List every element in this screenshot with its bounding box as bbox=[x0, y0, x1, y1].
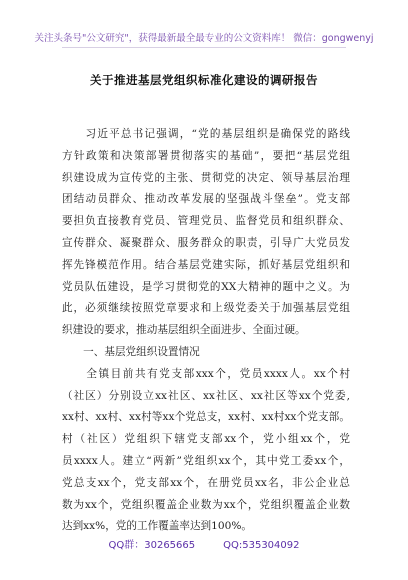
document-body bbox=[62, 124, 350, 538]
header-banner: 关注头条号"公文研究"，获得最新最全最专业的公文资料库！ 微信：gongwenyj bbox=[34, 33, 374, 44]
paragraph-line: （社区）分别设立xx社区、xx社区、xx社区等xx个党委, bbox=[62, 389, 350, 402]
paragraph-line: 达到xx%，党的工作覆盖率达到100%。 bbox=[62, 520, 253, 533]
paragraph-line: 村（社区）党组织下辖党支部xx个，党小组xx个，党 bbox=[62, 433, 350, 446]
header-divider bbox=[62, 47, 346, 48]
paragraph-line: 一、基层党组织设置情况 bbox=[62, 345, 200, 358]
paragraph-line: 习近平总书记强调，“党的基层组织是确保党的路线 bbox=[62, 128, 350, 140]
footer-contact bbox=[0, 536, 408, 551]
paragraph-line: 党员队伍建设，是学习贯彻党的XX大精神的题中之义。为 bbox=[62, 280, 350, 293]
paragraph-line: 宣传群众、凝聚群众、服务群众的职责，引导广大党员发 bbox=[62, 236, 350, 249]
document-title: 关于推进基层党组织标准化建设的调研报告 bbox=[90, 73, 318, 87]
paragraph-line: 全镇目前共有党支部xxx个，党员xxxx人。xx个村 bbox=[62, 367, 350, 380]
footer-qq: QQ:535304092 bbox=[223, 540, 300, 551]
paragraph-line: 此，必须继续按照党章要求和上级党委关于加强基层党组 bbox=[62, 302, 350, 315]
paragraph-line: 织建设成为宣传党的主张、贯彻党的决定、领导基层治理 bbox=[62, 171, 350, 184]
paragraph-line: 团结动员群众、推动改革发展的坚强战斗堡垒”。党支部 bbox=[62, 193, 350, 206]
paragraph-line: 方针政策和决策部署贯彻落实的基础”，要把“基层党组 bbox=[62, 149, 350, 162]
paragraph-line: 党总支xx个，党支部xx个，在册党员xx名，非公企业总 bbox=[62, 476, 350, 489]
paragraph-line: xx村、xx村、xx村等xx个党总支，xx村、xx村xx个党支部。 bbox=[62, 411, 350, 424]
paragraph-line: 数为xx个，党组织覆盖企业数为xx个，党组织覆盖企业数 bbox=[62, 498, 350, 511]
paragraph-line: 织建设的要求，推动基层组织全面进步、全面过硬。 bbox=[62, 324, 306, 337]
paragraph-line: 挥先锋模范作用。结合基层党建实际，抓好基层党组织和 bbox=[62, 258, 350, 271]
paragraph-line: 员xxxx人。建立“两新”党组织xx个，其中党工委xx个， bbox=[62, 454, 350, 467]
footer-qq-group: QQ群：30265665 bbox=[108, 540, 196, 551]
paragraph-line: 要担负直接教育党员、管理党员、监督党员和组织群众、 bbox=[62, 215, 350, 228]
